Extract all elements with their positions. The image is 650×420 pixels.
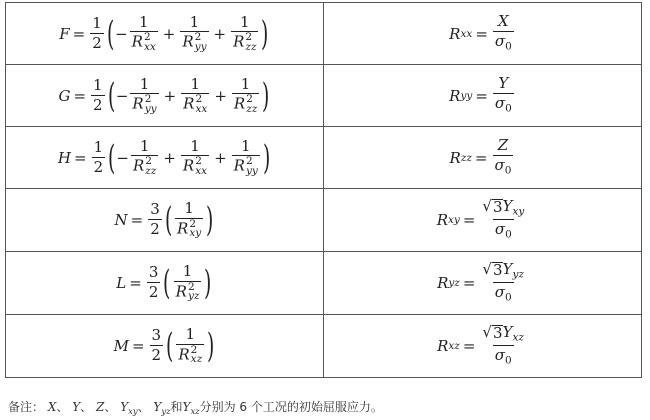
numerator: X <box>498 12 509 31</box>
term-sq: 2 <box>195 155 202 168</box>
R-subscript: zz <box>460 151 472 164</box>
sigma-sub: 0 <box>505 228 512 241</box>
term-sub: yy <box>194 40 207 53</box>
term-sq: 2 <box>245 155 253 168</box>
term-sq: 2 <box>143 31 151 44</box>
coef-num: 3 <box>151 326 162 345</box>
left-paren: ( <box>163 263 171 303</box>
equals: = <box>130 211 144 229</box>
minus-sign: − <box>116 148 129 167</box>
table-row <box>6 127 642 189</box>
table-row <box>6 315 642 378</box>
term-sq: 2 <box>190 343 198 356</box>
numerator-Y: Y <box>502 323 513 342</box>
term-num: 1 <box>184 199 194 218</box>
symbol-H: H <box>57 148 71 167</box>
equals: = <box>474 148 488 167</box>
term-R: R <box>132 94 144 113</box>
left-paren: ( <box>107 75 115 116</box>
note-sep: 、 <box>56 400 69 414</box>
term-num: 1 <box>182 262 193 281</box>
symbol-R: R <box>449 148 461 167</box>
table-row <box>6 189 642 252</box>
sigma: σ <box>494 345 505 364</box>
symbol-R: R <box>437 274 449 292</box>
formula-cell-L <box>6 252 324 315</box>
root-value: 3 <box>492 261 503 280</box>
term-sub: yy <box>245 164 258 177</box>
note-sep: 、 <box>80 400 93 414</box>
symbol-N: N <box>114 211 128 229</box>
symbol-R: R <box>449 24 461 43</box>
minus-sign: − <box>115 24 128 43</box>
coef-den: 2 <box>93 157 104 176</box>
root-value: 3 <box>492 324 503 343</box>
term-R: R <box>131 32 143 51</box>
equals: = <box>74 148 87 167</box>
note-sep: 、 <box>104 400 117 414</box>
sigma: σ <box>494 219 506 238</box>
term-num: 1 <box>190 74 201 93</box>
note-Yxz: Y <box>182 400 191 414</box>
term-sq: 2 <box>187 280 195 293</box>
symbol-M: M <box>113 337 129 355</box>
term-R: R <box>177 219 189 238</box>
equals: = <box>475 24 488 43</box>
term-R: R <box>175 282 187 301</box>
left-paren: ( <box>164 200 173 240</box>
term-R: R <box>182 156 195 175</box>
term-sub: zz <box>145 164 157 177</box>
formula-cell-Ryz <box>324 252 642 315</box>
sqrt-symbol: √ 3 <box>482 323 503 343</box>
sigma-sub: 0 <box>504 164 512 177</box>
formula-cell-Rxx <box>324 3 642 65</box>
coef-num: 1 <box>92 13 102 32</box>
term-sub: yy <box>144 102 157 115</box>
equals: = <box>131 337 145 355</box>
numerator-Y: Y <box>502 197 513 216</box>
equals: = <box>73 86 87 105</box>
sigma-sub: 0 <box>504 354 512 367</box>
term-sq: 2 <box>144 93 152 106</box>
term-num: 1 <box>139 136 150 155</box>
formula-cell-N <box>6 189 324 252</box>
left-paren: ( <box>166 326 174 366</box>
sigma-sub: 0 <box>505 102 512 115</box>
coef-num: 1 <box>93 137 104 156</box>
right-paren: ) <box>262 75 270 116</box>
numerator-sub: yz <box>512 268 524 281</box>
numerator-sub: xy <box>512 205 525 218</box>
note-Yyz: Y <box>153 400 162 414</box>
note-sep: 、 <box>137 400 150 414</box>
note-and: 和 <box>170 400 183 414</box>
formula-cell-F <box>6 3 324 65</box>
symbol-R: R <box>437 337 449 355</box>
formula-table <box>5 2 642 378</box>
sigma: σ <box>494 31 506 50</box>
sqrt-symbol: √ 3 <box>482 197 503 217</box>
term-R: R <box>132 156 145 175</box>
equals: = <box>72 24 86 43</box>
plus-sign: + <box>163 86 177 105</box>
term-sq: 2 <box>195 93 203 106</box>
coef-den: 2 <box>148 283 159 302</box>
left-paren: ( <box>106 13 115 54</box>
term-sub: yz <box>187 290 200 303</box>
sigma: σ <box>494 93 506 112</box>
term-R: R <box>233 94 246 113</box>
numerator-sub: xz <box>512 331 524 344</box>
term-num: 1 <box>190 136 200 155</box>
formula-cell-Rxy <box>324 189 642 252</box>
term-num: 1 <box>189 12 200 31</box>
plus-sign: + <box>214 148 227 167</box>
plus-sign: + <box>214 86 227 105</box>
right-paren: ) <box>206 200 214 240</box>
numerator-Y: Y <box>502 260 513 279</box>
sqrt-symbol: √ 3 <box>482 260 503 280</box>
coef-den: 2 <box>151 346 162 365</box>
term-sub: xx <box>195 102 208 115</box>
term-R: R <box>233 156 245 175</box>
right-paren: ) <box>262 137 271 178</box>
term-sq: 2 <box>245 31 253 44</box>
sigma: σ <box>494 282 505 301</box>
plus-sign: + <box>213 24 227 43</box>
formula-cell-Rxz <box>324 315 642 378</box>
sigma: σ <box>494 155 505 174</box>
R-subscript: yy <box>460 89 473 102</box>
term-sub: xx <box>143 40 156 53</box>
table-row <box>6 3 642 65</box>
right-paren: ) <box>204 263 212 303</box>
note-prefix: 备注： <box>8 400 45 414</box>
equals: = <box>462 337 476 355</box>
term-sub: xy <box>189 227 202 240</box>
term-sub: xz <box>190 353 203 366</box>
term-num: 1 <box>240 74 251 93</box>
term-num: 1 <box>185 325 196 344</box>
coef-den: 2 <box>93 95 103 114</box>
symbol-F: F <box>59 24 70 43</box>
plus-sign: + <box>163 148 176 167</box>
term-sq: 2 <box>189 217 197 230</box>
coef-num: 1 <box>93 75 103 94</box>
R-subscript: xz <box>448 340 460 352</box>
term-R: R <box>178 345 190 364</box>
R-subscript: xy <box>447 214 460 226</box>
coef-num: 3 <box>150 200 160 219</box>
coef-den: 2 <box>150 220 160 239</box>
equals: = <box>475 86 488 105</box>
note-Z: Z <box>96 400 105 414</box>
term-R: R <box>233 32 245 51</box>
R-subscript: xx <box>460 27 473 40</box>
term-sub: zz <box>246 102 258 115</box>
sigma-sub: 0 <box>504 291 512 304</box>
term-num: 1 <box>240 136 251 155</box>
note-Yyz-sub: yz <box>161 405 171 416</box>
term-sub: xx <box>195 164 208 177</box>
term-num: 1 <box>240 12 250 31</box>
term-R: R <box>182 32 194 51</box>
term-R: R <box>183 94 195 113</box>
table-row <box>6 65 642 127</box>
note-Y: Y <box>72 400 81 414</box>
footnote <box>8 398 383 416</box>
right-paren: ) <box>207 326 215 366</box>
formula-cell-Rzz <box>324 127 642 189</box>
formula-cell-Ryy <box>324 65 642 127</box>
equals: = <box>462 274 476 292</box>
term-num: 1 <box>139 74 150 93</box>
note-Yxy-sub: xy <box>128 405 138 416</box>
equals: = <box>129 274 142 292</box>
formula-cell-G <box>6 65 324 127</box>
symbol-L: L <box>116 274 127 292</box>
equals: = <box>462 211 476 229</box>
symbol-R: R <box>436 211 448 229</box>
left-paren: ( <box>108 137 116 178</box>
minus-sign: − <box>115 86 129 105</box>
note-X: X <box>47 400 57 414</box>
term-sq: 2 <box>194 31 202 44</box>
R-subscript: yz <box>448 277 460 289</box>
coef-num: 3 <box>148 263 159 282</box>
right-paren: ) <box>261 13 269 54</box>
note-Yxz-sub: xz <box>190 405 200 416</box>
symbol-R: R <box>449 86 461 105</box>
symbol-G: G <box>58 86 71 105</box>
numerator: Z <box>497 136 509 155</box>
term-sq: 2 <box>246 93 253 106</box>
numerator: Y <box>498 74 509 93</box>
term-sq: 2 <box>145 155 152 168</box>
formula-cell-H <box>6 127 324 189</box>
root-value: 3 <box>492 198 503 217</box>
plus-sign: + <box>162 24 176 43</box>
formula-cell-M <box>6 315 324 378</box>
note-suffix: 分别为 6 个工况的初始屈服应力。 <box>199 400 383 414</box>
table-row <box>6 252 642 315</box>
sigma-sub: 0 <box>505 40 512 53</box>
coef-den: 2 <box>92 33 102 52</box>
term-sub: zz <box>245 40 257 53</box>
note-Yxy: Y <box>120 400 129 414</box>
term-num: 1 <box>138 12 149 31</box>
